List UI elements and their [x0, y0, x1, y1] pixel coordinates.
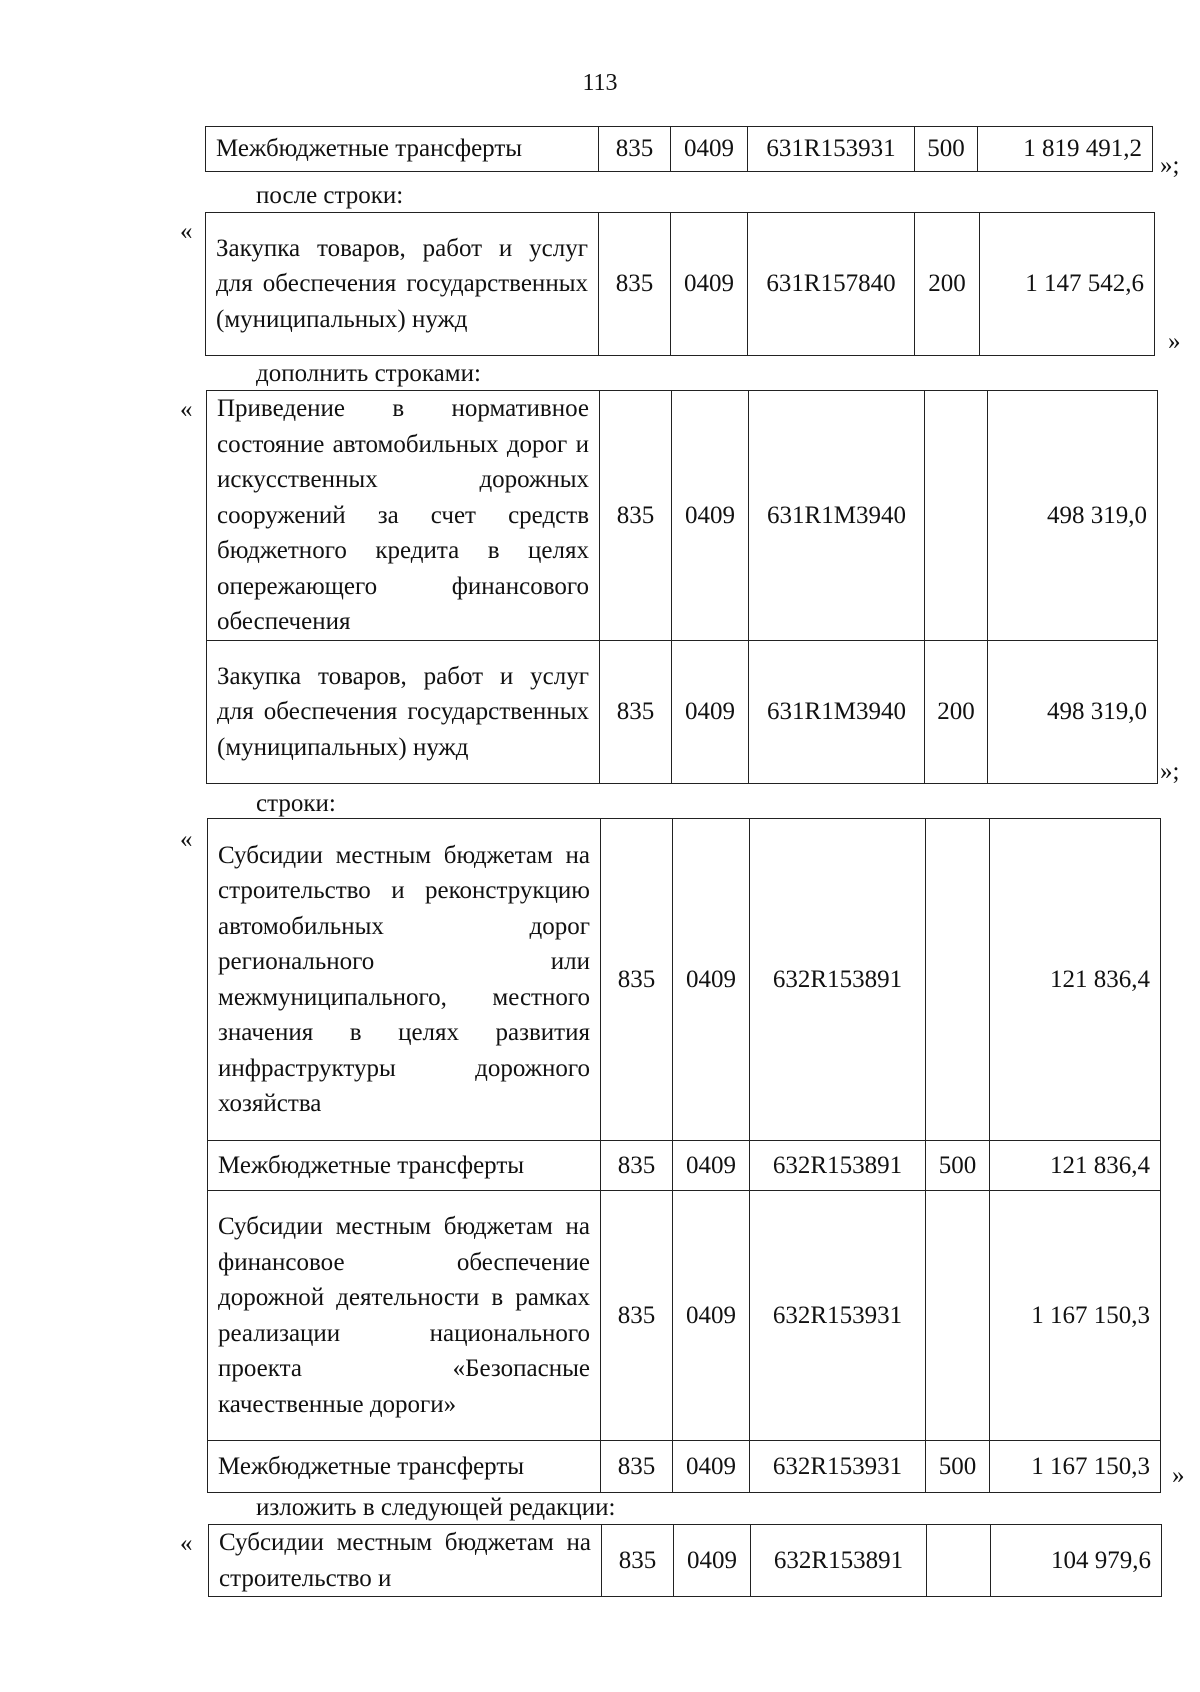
row-name: Субсидии местным бюджетам на строительство и [209, 1525, 602, 1597]
page-number: 113 [582, 70, 618, 96]
table-row [208, 1191, 1161, 1441]
row-ved: 835 [601, 819, 673, 1141]
closing-quote: » [1172, 1462, 1185, 1489]
row-ved: 835 [601, 1441, 673, 1493]
row-csr: 631R157840 [748, 213, 915, 356]
row-vr: 500 [915, 127, 978, 172]
budget-table-3 [206, 390, 1158, 784]
row-name: Закупка товаров, работ и услуг для обеспечения государственных (муниципальных) нужд [207, 641, 600, 784]
row-sum: 1 819 491,2 [978, 127, 1153, 172]
row-vr: 500 [926, 1141, 990, 1191]
table-row [206, 213, 1155, 356]
row-name: Межбюджетные трансферты [208, 1441, 601, 1493]
table-row [207, 391, 1158, 641]
closing-quote: »; [1160, 152, 1180, 179]
table-row [208, 1441, 1161, 1493]
row-razdel: 0409 [672, 391, 749, 641]
row-sum: 1 147 542,6 [980, 213, 1155, 356]
row-ved: 835 [601, 1141, 673, 1191]
row-razdel: 0409 [673, 1191, 750, 1441]
budget-table-4 [207, 818, 1161, 1493]
closing-quote: »; [1160, 758, 1180, 785]
row-vr: 200 [915, 213, 980, 356]
row-sum: 104 979,6 [991, 1525, 1162, 1597]
row-csr: 631R1M3940 [749, 391, 925, 641]
row-csr: 632R153931 [750, 1441, 926, 1493]
table-row [209, 1525, 1162, 1597]
opening-quote: « [180, 1530, 193, 1557]
row-ved: 835 [599, 127, 671, 172]
row-sum: 1 167 150,3 [990, 1441, 1161, 1493]
closing-quote: » [1168, 328, 1181, 355]
budget-table-1 [205, 126, 1153, 172]
row-ved: 835 [601, 1191, 673, 1441]
table-row [207, 641, 1158, 784]
instruction-text: строки: [256, 790, 336, 817]
row-vr [926, 1191, 990, 1441]
row-name: Субсидии местным бюджетам на строительство и реконструкцию автомобильных дорог регионального или межмуниципального, местного значения в целях развития инфраструктуры дорожного хозяйства [208, 819, 601, 1141]
row-name: Приведение в нормативное состояние автомобильных дорог и искусственных дорожных сооружений за счет средств бюджетного кредита в целях опережающего финансового обеспечения [207, 391, 600, 641]
row-razdel: 0409 [673, 1441, 750, 1493]
row-csr: 632R153891 [751, 1525, 927, 1597]
row-csr: 632R153891 [750, 1141, 926, 1191]
budget-table-2 [205, 212, 1155, 356]
row-vr: 200 [925, 641, 988, 784]
row-name: Межбюджетные трансферты [208, 1141, 601, 1191]
row-razdel: 0409 [672, 641, 749, 784]
row-vr [927, 1525, 991, 1597]
row-csr: 632R153931 [750, 1191, 926, 1441]
row-ved: 835 [600, 391, 672, 641]
row-ved: 835 [599, 213, 671, 356]
table-row [206, 127, 1153, 172]
row-name: Субсидии местным бюджетам на финансовое обеспечение дорожной деятельности в рамках реализации национального проекта «Безопасные качественные дороги» [208, 1191, 601, 1441]
row-razdel: 0409 [673, 1141, 750, 1191]
row-sum: 121 836,4 [990, 1141, 1161, 1191]
row-csr: 632R153891 [750, 819, 926, 1141]
opening-quote: « [180, 218, 193, 245]
row-sum: 121 836,4 [990, 819, 1161, 1141]
instruction-text: дополнить строками: [256, 360, 481, 387]
row-razdel: 0409 [671, 127, 748, 172]
opening-quote: « [180, 826, 193, 853]
row-ved: 835 [600, 641, 672, 784]
row-razdel: 0409 [674, 1525, 751, 1597]
row-vr [926, 819, 990, 1141]
row-razdel: 0409 [671, 213, 748, 356]
row-vr: 500 [926, 1441, 990, 1493]
opening-quote: « [180, 396, 193, 423]
row-ved: 835 [602, 1525, 674, 1597]
table-row [208, 1141, 1161, 1191]
row-sum: 498 319,0 [988, 391, 1158, 641]
table-row [208, 819, 1161, 1141]
row-sum: 1 167 150,3 [990, 1191, 1161, 1441]
instruction-text: изложить в следующей редакции: [256, 1494, 616, 1521]
row-razdel: 0409 [673, 819, 750, 1141]
row-csr: 631R1M3940 [749, 641, 925, 784]
budget-table-5 [208, 1524, 1162, 1597]
instruction-text: после строки: [256, 182, 404, 209]
row-name: Закупка товаров, работ и услуг для обеспечения государственных (муниципальных) нужд [206, 213, 599, 356]
row-csr: 631R153931 [748, 127, 915, 172]
row-sum: 498 319,0 [988, 641, 1158, 784]
row-vr [925, 391, 988, 641]
row-name: Межбюджетные трансферты [206, 127, 599, 172]
